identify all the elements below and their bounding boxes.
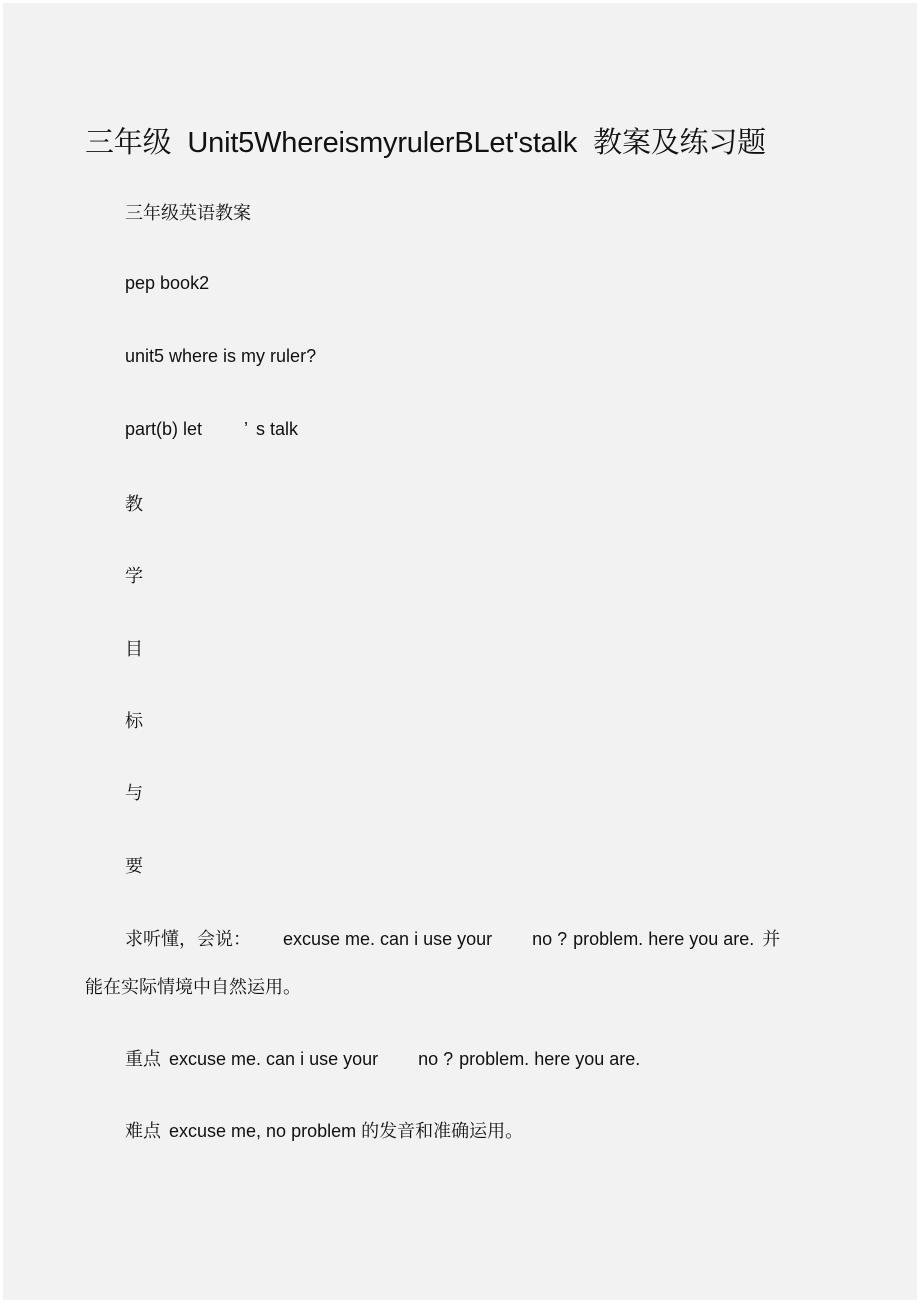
part-text-a: part(b) let [125,419,203,439]
requirement-tail: 并 [762,929,781,949]
vertical-char-1: 教 [125,494,143,514]
vertical-char-5: 与 [125,783,143,803]
title-en-part: Unit5WhereismyrulerBLet'stalk [187,127,578,159]
key-point-phrase-1: excuse me. can i use your [169,1049,379,1069]
key-point-label: 重点 [125,1049,161,1069]
title-cn-part-2: 教案及练习题 [593,127,766,159]
title-cn-part-1: 三年级 [85,127,172,159]
vertical-char-2: 学 [125,566,143,586]
requirement-question: no ? [532,929,568,949]
vertical-char-4: 标 [125,711,143,731]
part-apostrophe: ’ [244,419,249,439]
requirement-phrase-2: problem. here you are. [573,929,755,949]
key-point-phrase-2: problem. here you are. [459,1049,641,1069]
difficulty-label: 难点 [125,1121,161,1141]
document-title [85,120,766,161]
book-line: pep book2 [125,273,210,293]
vertical-char-3: 目 [125,639,143,659]
subtitle-line: 三年级英语教案 [125,203,251,223]
requirement-line [125,925,780,951]
part-line [125,419,298,440]
document-page [3,3,917,1300]
unit-line: unit5 where is my ruler? [125,346,317,366]
vertical-char-6: 要 [125,856,143,876]
difficulty-text: excuse me, no problem 的发音和准确运用。 [169,1121,524,1141]
key-point-question: no ? [418,1049,454,1069]
requirement-phrase-1: excuse me. can i use your [283,929,493,949]
difficulty-line [125,1117,523,1143]
part-text-b: s talk [256,419,299,439]
requirement-line-2: 能在实际情境中自然运用。 [85,977,301,997]
key-point-line [125,1045,640,1071]
requirement-label: 求听懂，会说： [125,929,251,949]
